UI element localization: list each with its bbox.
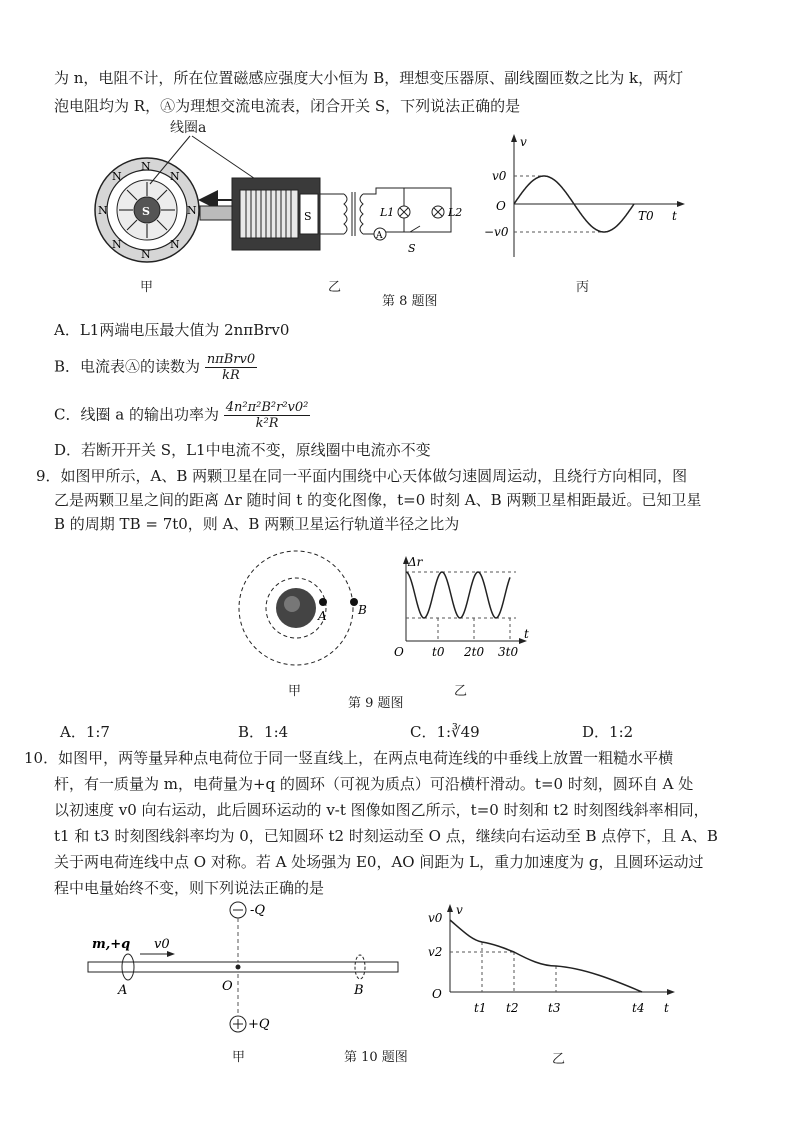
- bing-neg-v0-label: −v0: [484, 225, 509, 239]
- rotor-S-label: S: [142, 205, 150, 218]
- q9-line1: 9．如图甲所示，A、B 两颗卫星在同一平面内围绕中心天体做匀速圆周运动，且绕行方向相同，图: [36, 467, 688, 485]
- q8-coil-label: 线圈a: [170, 120, 207, 136]
- mq-label: m,+q: [92, 937, 131, 952]
- L1-label: L1: [380, 206, 395, 219]
- q9-fig-caption: 第 9 题图: [348, 696, 404, 711]
- q10-figure-yi: [424, 902, 684, 1030]
- t2-label: t2: [506, 1001, 519, 1015]
- jia-v0-label: v0: [154, 937, 170, 952]
- yi-v2-label: v2: [428, 945, 443, 959]
- bing-O-label: O: [496, 199, 506, 213]
- q8-cap-bing: 丙: [576, 280, 590, 295]
- point-B-label: B: [354, 983, 364, 998]
- yi-t-label: t: [524, 627, 529, 641]
- q10-line4: t1 和 t3 时刻图线斜率均为 0，已知圆环 t2 时刻运动至 O 点，继续向右运动至 B 点停下，且 A、B: [54, 827, 718, 845]
- t1-label: t1: [474, 1001, 487, 1015]
- rotor-N-bl: N: [112, 238, 122, 251]
- q8-cap-yi: 乙: [328, 280, 342, 295]
- q10-cap-jia: 甲: [232, 1050, 246, 1065]
- rotor-N-tr: N: [170, 170, 180, 183]
- stator-S-label: S: [304, 210, 312, 223]
- q8-figure-yi: [196, 160, 466, 260]
- yi-v-label: v: [456, 903, 463, 917]
- point-O-label: O: [222, 979, 233, 994]
- bing-T0-label: T0: [638, 209, 654, 223]
- q9-option-b: B．1:4: [238, 723, 289, 741]
- vt-curve: [450, 920, 642, 992]
- yi-t-label: t: [664, 1001, 669, 1015]
- 3t0-label: 3t0: [498, 645, 519, 659]
- q10-line3: 以初速度 v0 向右运动，此后圆环运动的 v-t 图像如图乙所示，t=0 时刻和 t2 时刻图线斜率相同，: [54, 801, 709, 819]
- sat-B-label: B: [358, 603, 367, 617]
- q9-option-d: D．1:2: [582, 723, 634, 741]
- satellite-B: [350, 598, 358, 606]
- q9-line3: B 的周期 TB = 7t0，则 A、B 两颗卫星运行轨道半径之比为: [54, 515, 460, 533]
- switch-label: S: [408, 242, 416, 255]
- bing-v-label: v: [520, 135, 527, 149]
- L2-label: L2: [448, 206, 463, 219]
- posQ-label: +Q: [248, 1017, 270, 1032]
- rotor-N-left: N: [98, 204, 108, 217]
- q8-cap-jia: 甲: [140, 280, 154, 295]
- 2t0-label: 2t0: [464, 645, 485, 659]
- q8-option-b: B．电流表Ⓐ的读数为 $\frac{\text{nπBrv0}}{kR}$: [54, 352, 256, 383]
- q9-cap-jia: 甲: [288, 684, 302, 699]
- q9-line2: 乙是两颗卫星之间的距离 Δr 随时间 t 的变化图像，t=0 时刻 A、B 两颗卫星相距最近。已知卫星: [54, 491, 702, 509]
- dr-label: Δr: [408, 555, 423, 569]
- q8-option-c: C．线圈 a 的输出功率为 $\frac{\text{4n²π²B²r²v0²}}{\text{k²R}}$: [54, 400, 309, 431]
- q8-figure-bing: [484, 132, 690, 262]
- svg-text:A: A: [376, 231, 383, 241]
- dr-curve: [406, 572, 510, 618]
- rotor-N-right: N: [187, 204, 197, 217]
- q10-line1: 10．如图甲，两等量异种点电荷位于同一竖直线上，在两点电荷连线的中垂线上放置一粗糙水平横: [24, 749, 674, 767]
- q9-cap-yi: 乙: [454, 684, 468, 699]
- q9-option-c: C．1:∛49: [410, 723, 480, 741]
- q10-figure-jia: [80, 896, 410, 1042]
- q9-option-a: A．1:7: [60, 723, 110, 741]
- q10-line5: 关于两电荷连线中点 O 对称。若 A 处场强为 E0，AO 间距为 L，重力加速度为 g，且圆环运动过: [54, 853, 704, 871]
- q10-line2: 杆，有一质量为 m，电荷量为+q 的圆环（可视为质点）可沿横杆滑动。t=0 时刻，圆环自 A 处: [54, 775, 694, 793]
- q10-fig-caption: 第 10 题图: [344, 1050, 408, 1065]
- negQ-label: -Q: [250, 903, 266, 918]
- rotor-N-top: N: [141, 160, 151, 173]
- q9-figure-jia: [236, 546, 386, 686]
- point-A-label: A: [118, 983, 128, 998]
- yi-O-label: O: [432, 987, 442, 1001]
- yi-O-label: O: [394, 645, 404, 659]
- q8-fig-caption: 第 8 题图: [382, 294, 438, 309]
- t0-label: t0: [432, 645, 445, 659]
- bing-t-label: t: [672, 209, 677, 223]
- rotor-N-bottom: N: [141, 248, 151, 261]
- t4-label: t4: [632, 1001, 645, 1015]
- rotor-N-tl: N: [112, 170, 122, 183]
- sat-A-label: A: [318, 609, 327, 623]
- q8-option-a: A．L1两端电压最大值为 2nπBrv0: [54, 321, 290, 339]
- t3-label: t3: [548, 1001, 561, 1015]
- q9-figure-yi: [392, 556, 532, 666]
- rotor-N-br: N: [170, 238, 180, 251]
- q8-intro-line2: 泡电阻均为 R，Ⓐ为理想交流电流表，闭合开关 S，下列说法正确的是: [54, 97, 521, 115]
- bing-v0-label: v0: [492, 169, 507, 183]
- q10-line6: 程中电量始终不变，则下列说法正确的是: [54, 879, 325, 897]
- q8-option-d: D．若断开开关 S，L1中电流不变，原线圈中电流亦不变: [54, 441, 431, 459]
- q8-intro-line1: 为 n，电阻不计，所在位置磁感应强度大小恒为 B，理想变压器原、副线圈匝数之比为 k，两灯: [54, 69, 684, 87]
- yi-v0-label: v0: [428, 911, 443, 925]
- satellite-A: [319, 598, 327, 606]
- q10-cap-yi: 乙: [552, 1052, 566, 1067]
